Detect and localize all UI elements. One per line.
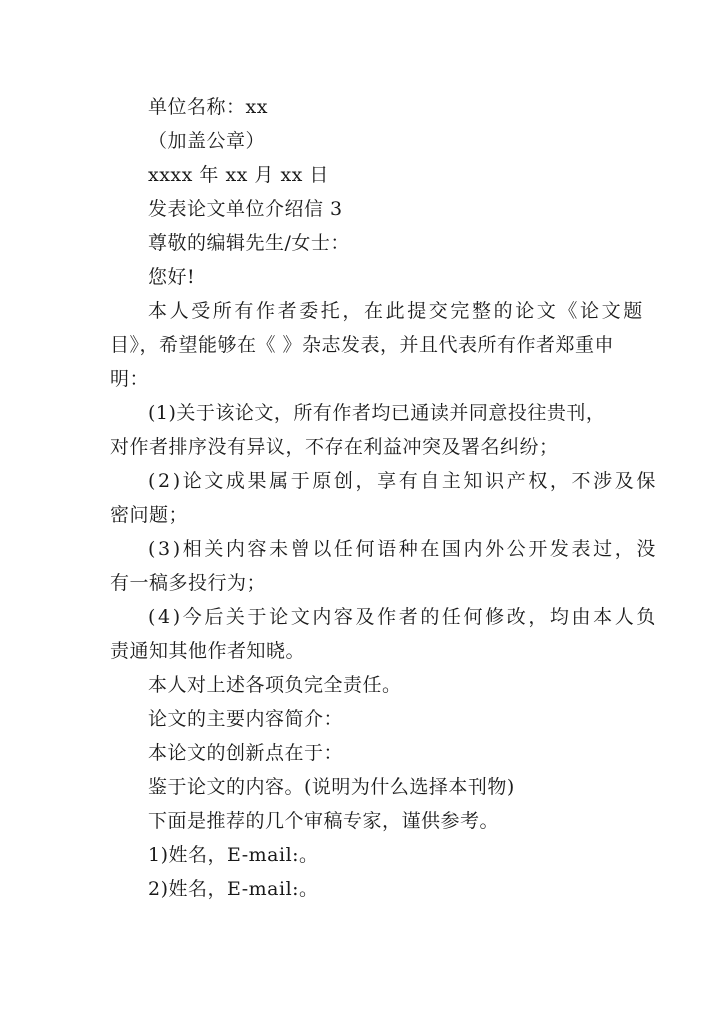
- item-4-line-2: 责通知其他作者知晓。: [110, 640, 306, 662]
- item-2-line-2: 密问题；: [110, 504, 189, 526]
- item-3-line-2: 有一稿多投行为；: [110, 572, 267, 594]
- summary-label: 论文的主要内容简介：: [148, 708, 344, 730]
- innovation-label: 本论文的创新点在于：: [148, 742, 344, 764]
- reviewer-1: 1)姓名，E-mail:。: [148, 844, 319, 866]
- intro-line-2: 目》，希望能够在《 》杂志发表，并且代表所有作者郑重申: [110, 334, 615, 356]
- unit-name: 单位名称：xx: [148, 96, 268, 118]
- seal-note: （加盖公章）: [148, 130, 266, 152]
- salutation: 尊敬的编辑先生/女士：: [148, 232, 350, 254]
- reviewers-intro: 下面是推荐的几个审稿专家，谨供参考。: [148, 810, 500, 832]
- intro-line-3: 明：: [110, 368, 150, 390]
- item-1-line-1: (1)关于该论文，所有作者均已通读并同意投往贵刊，: [148, 402, 606, 424]
- item-1-line-2: 对作者排序没有异议，不存在利益冲突及署名纠纷；: [110, 436, 559, 458]
- date: xxxx 年 xx 月 xx 日: [148, 164, 329, 186]
- item-4-line-1: (4)今后关于论文内容及作者的任何修改，均由本人负: [148, 606, 658, 628]
- item-2-line-1: (2)论文成果属于原创，享有自主知识产权，不涉及保: [148, 470, 658, 492]
- responsibility-statement: 本人对上述各项负完全责任。: [148, 674, 402, 696]
- greeting: 您好!: [148, 266, 196, 288]
- intro-line-1: 本人受所有作者委托，在此提交完整的论文《论文题: [148, 300, 645, 322]
- journal-reason: 鉴于论文的内容。(说明为什么选择本刊物): [148, 776, 515, 798]
- letter-title: 发表论文单位介绍信 3: [148, 198, 343, 220]
- item-3-line-1: (3)相关内容未曾以任何语种在国内外公开发表过，没: [148, 538, 658, 560]
- reviewer-2: 2)姓名，E-mail:。: [148, 878, 319, 900]
